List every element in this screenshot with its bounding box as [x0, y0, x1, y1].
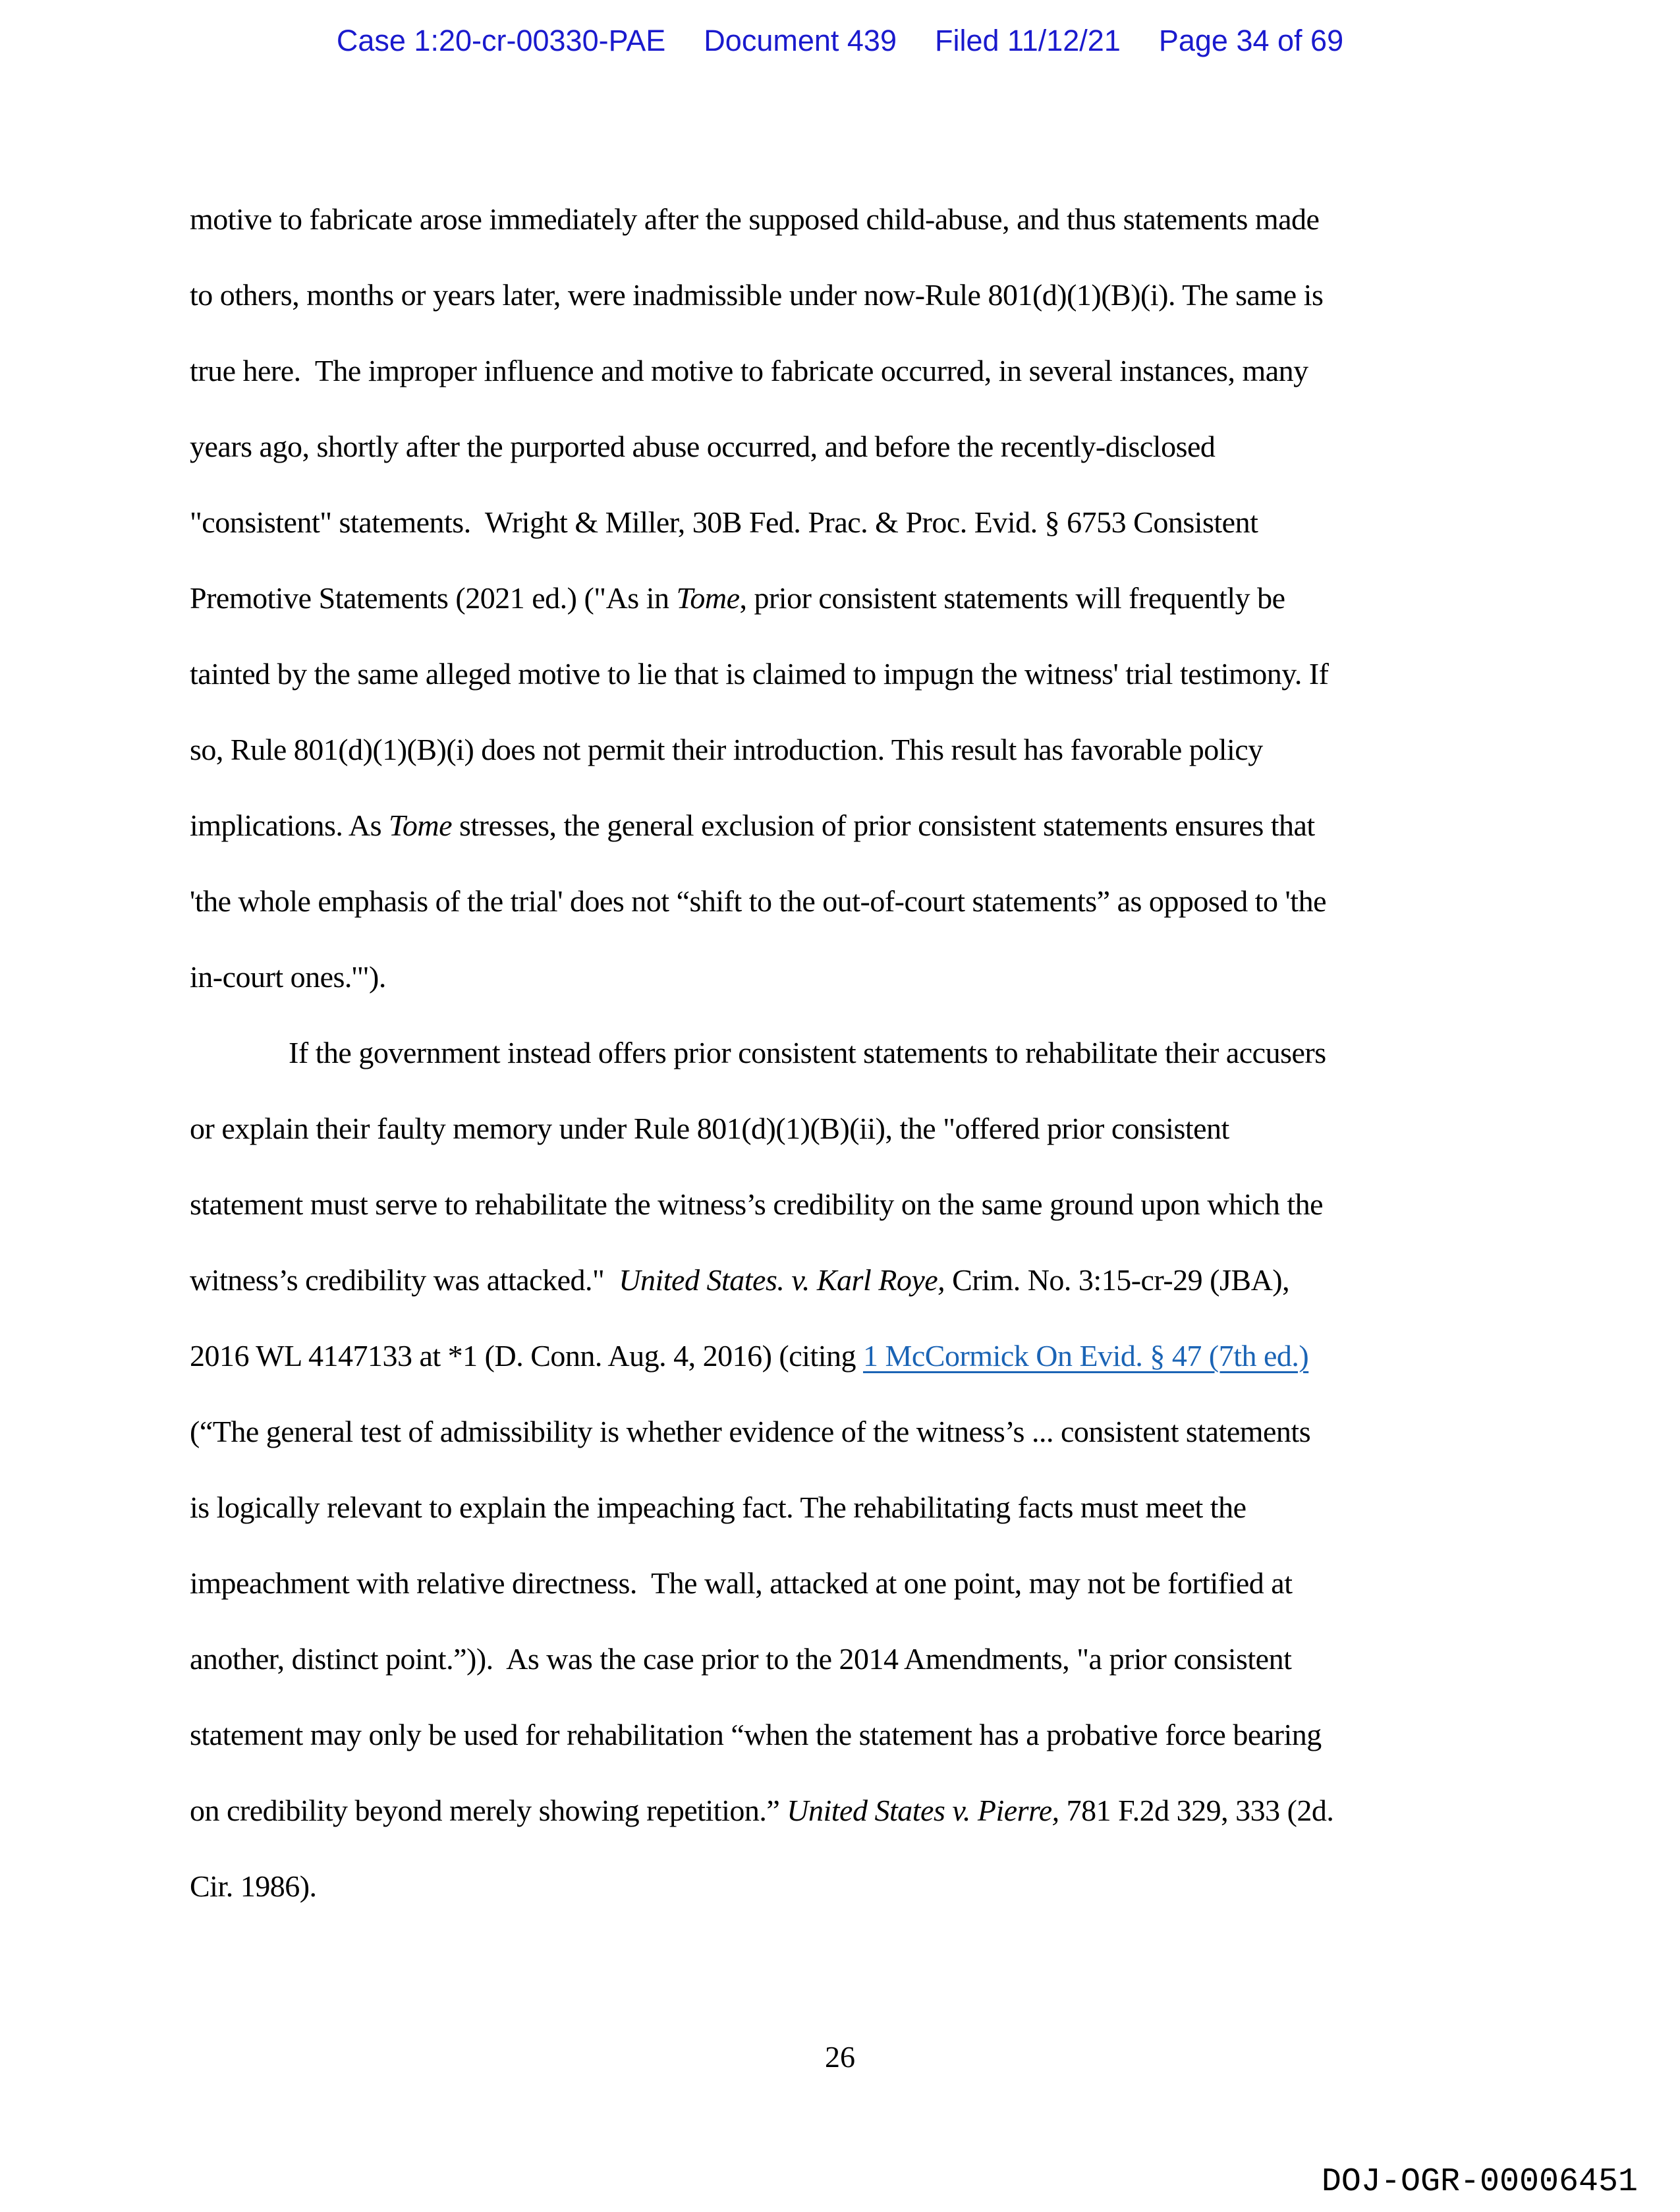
body-line	[190, 409, 1504, 484]
body-text: Premotive Statements (2021 ed.) ("As in	[190, 581, 677, 615]
body-line	[190, 1697, 1504, 1772]
page-count: Page 34 of 69	[1158, 24, 1344, 57]
body-line	[190, 1242, 1504, 1318]
body-text: years ago, shortly after the purported abuse occurred, and before the recently-disclosed	[190, 430, 1216, 463]
body-text: witness’s credibility was attacked."	[190, 1263, 619, 1297]
body-text: If the government instead offers prior consistent statements to rehabilitate their accusers	[289, 1036, 1326, 1069]
document-number: Document 439	[704, 24, 897, 57]
body-text: statement may only be used for rehabilitation “when the statement has a probative force bearing	[190, 1718, 1322, 1751]
body-text: to others, months or years later, were inadmissible under now-Rule 801(d)(1)(B)(i). The same is	[190, 278, 1324, 312]
body-text: is logically relevant to explain the impeaching fact. The rehabilitating facts must meet the	[190, 1490, 1246, 1524]
case-citation-italic: United States. v. Karl Roye,	[619, 1263, 945, 1297]
bates-number: DOJ-OGR-00006451	[1321, 2163, 1638, 2201]
body-text: 'the whole emphasis of the trial' does not “shift to the out-of-court statements” as opposed to 'the	[190, 884, 1326, 918]
page-number: 26	[825, 2040, 855, 2074]
body-text: , prior consistent statements will frequently be	[739, 581, 1285, 615]
body-line	[190, 560, 1504, 636]
body-line	[190, 1545, 1504, 1621]
body-line	[190, 484, 1504, 560]
body-line	[190, 636, 1504, 712]
body-text: impeachment with relative directness. The wall, attacked at one point, may not be fortified at	[190, 1566, 1293, 1600]
body-line	[190, 712, 1504, 787]
body-text: another, distinct point.”)). As was the case prior to the 2014 Amendments, "a prior consistent	[190, 1642, 1292, 1676]
case-citation-italic: Tome	[676, 581, 740, 615]
document-body	[190, 181, 1504, 1924]
body-text: stresses, the general exclusion of prior consistent statements ensures that	[452, 808, 1315, 842]
body-text: so, Rule 801(d)(1)(B)(i) does not permit their introduction. This result has favorable policy	[190, 733, 1263, 766]
body-line	[190, 1621, 1504, 1697]
body-text: implications. As	[190, 808, 389, 842]
filed-date: Filed 11/12/21	[934, 24, 1121, 57]
body-line	[190, 181, 1504, 257]
body-line	[190, 1091, 1504, 1166]
body-line	[190, 787, 1504, 863]
body-line	[190, 1848, 1504, 1924]
body-text: tainted by the same alleged motive to lie that is claimed to impugn the witness' trial testimony. If	[190, 657, 1329, 691]
body-line	[190, 1394, 1504, 1469]
body-line	[190, 1772, 1504, 1848]
body-line	[190, 939, 1504, 1015]
body-text: 781 F.2d 329, 333 (2d.	[1059, 1794, 1334, 1827]
body-text: motive to fabricate arose immediately after the supposed child-abuse, and thus statements made	[190, 202, 1320, 236]
body-line	[190, 1166, 1504, 1242]
case-number: Case 1:20-cr-00330-PAE	[336, 24, 666, 57]
body-line	[190, 1015, 1504, 1091]
body-line	[190, 333, 1504, 409]
mccormick-citation-link[interactable]: 1 McCormick On Evid. § 47 (7th ed.)	[862, 1339, 1309, 1373]
body-line	[190, 1318, 1504, 1394]
body-text: 2016 WL 4147133 at *1 (D. Conn. Aug. 4, 2016) (citing	[190, 1339, 863, 1373]
body-line	[190, 1469, 1504, 1545]
body-text: (“The general test of admissibility is whether evidence of the witness’s ... consistent statements	[190, 1415, 1311, 1448]
body-text: Crim. No. 3:15-cr-29 (JBA),	[945, 1263, 1290, 1297]
body-text: Cir. 1986).	[190, 1869, 317, 1903]
case-citation-italic: Tome	[389, 808, 452, 842]
body-text: or explain their faulty memory under Rule 801(d)(1)(B)(ii), the "offered prior consistent	[190, 1112, 1229, 1145]
body-text: on credibility beyond merely showing repetition.”	[190, 1794, 787, 1827]
body-line	[190, 257, 1504, 333]
case-citation-italic: United States v. Pierre,	[787, 1794, 1059, 1827]
body-text: true here. The improper influence and motive to fabricate occurred, in several instances, many	[190, 354, 1308, 387]
body-text: in-court ones.'").	[190, 960, 386, 994]
body-text: "consistent" statements. Wright & Miller, 30B Fed. Prac. & Proc. Evid. § 6753 Consistent	[190, 505, 1258, 539]
body-line	[190, 863, 1504, 939]
body-text: statement must serve to rehabilitate the witness’s credibility on the same ground upon which the	[190, 1187, 1324, 1221]
case-header	[0, 24, 1680, 58]
